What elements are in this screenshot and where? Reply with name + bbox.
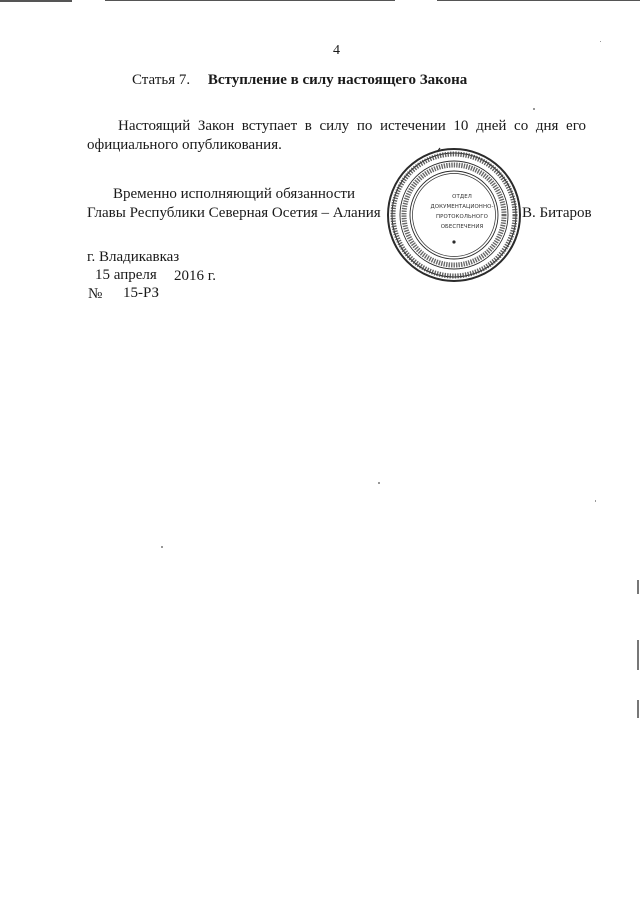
article-title: Вступление в силу настоящего Закона xyxy=(207,72,468,88)
scan-speck xyxy=(378,482,380,484)
seal-inner-text: ОТДЕЛ ДОКУМЕНТАЦИОННО- ПРОТОКОЛЬНОГО ОБЕСПЕЧЕНИЯ xyxy=(430,194,494,230)
scan-edge-mark xyxy=(437,0,640,1)
scan-speck xyxy=(595,500,596,502)
scan-edge-mark xyxy=(0,0,72,2)
page-number: 4 xyxy=(333,43,340,58)
signer-name: В. Битаров xyxy=(522,205,592,221)
law-number-value: 15-РЗ xyxy=(123,285,160,301)
law-number-label: № xyxy=(88,286,103,302)
scan-speck xyxy=(637,700,639,718)
signer-position: Временно исполняющий обязанности xyxy=(113,186,356,202)
article-heading xyxy=(132,72,467,89)
scan-edge-mark xyxy=(105,0,395,1)
signing-date-year: 2016 г. xyxy=(174,268,216,284)
scan-speck xyxy=(637,580,639,594)
scan-speck xyxy=(600,41,601,42)
body-text-line: Настоящий Закон вступает в силу по истечении 10 дней со дня его xyxy=(118,118,586,134)
body-text-line: официального опубликования. xyxy=(87,137,282,153)
scan-speck xyxy=(637,640,639,670)
article-number: Статья 7. xyxy=(132,72,191,88)
scan-speck xyxy=(161,546,163,548)
place-of-signing: г. Владикавказ xyxy=(87,249,180,265)
signer-position: Главы Республики Северная Осетия – Алания xyxy=(87,205,381,221)
scan-speck xyxy=(533,108,535,110)
signing-date-day-month: 15 апреля xyxy=(95,267,157,283)
